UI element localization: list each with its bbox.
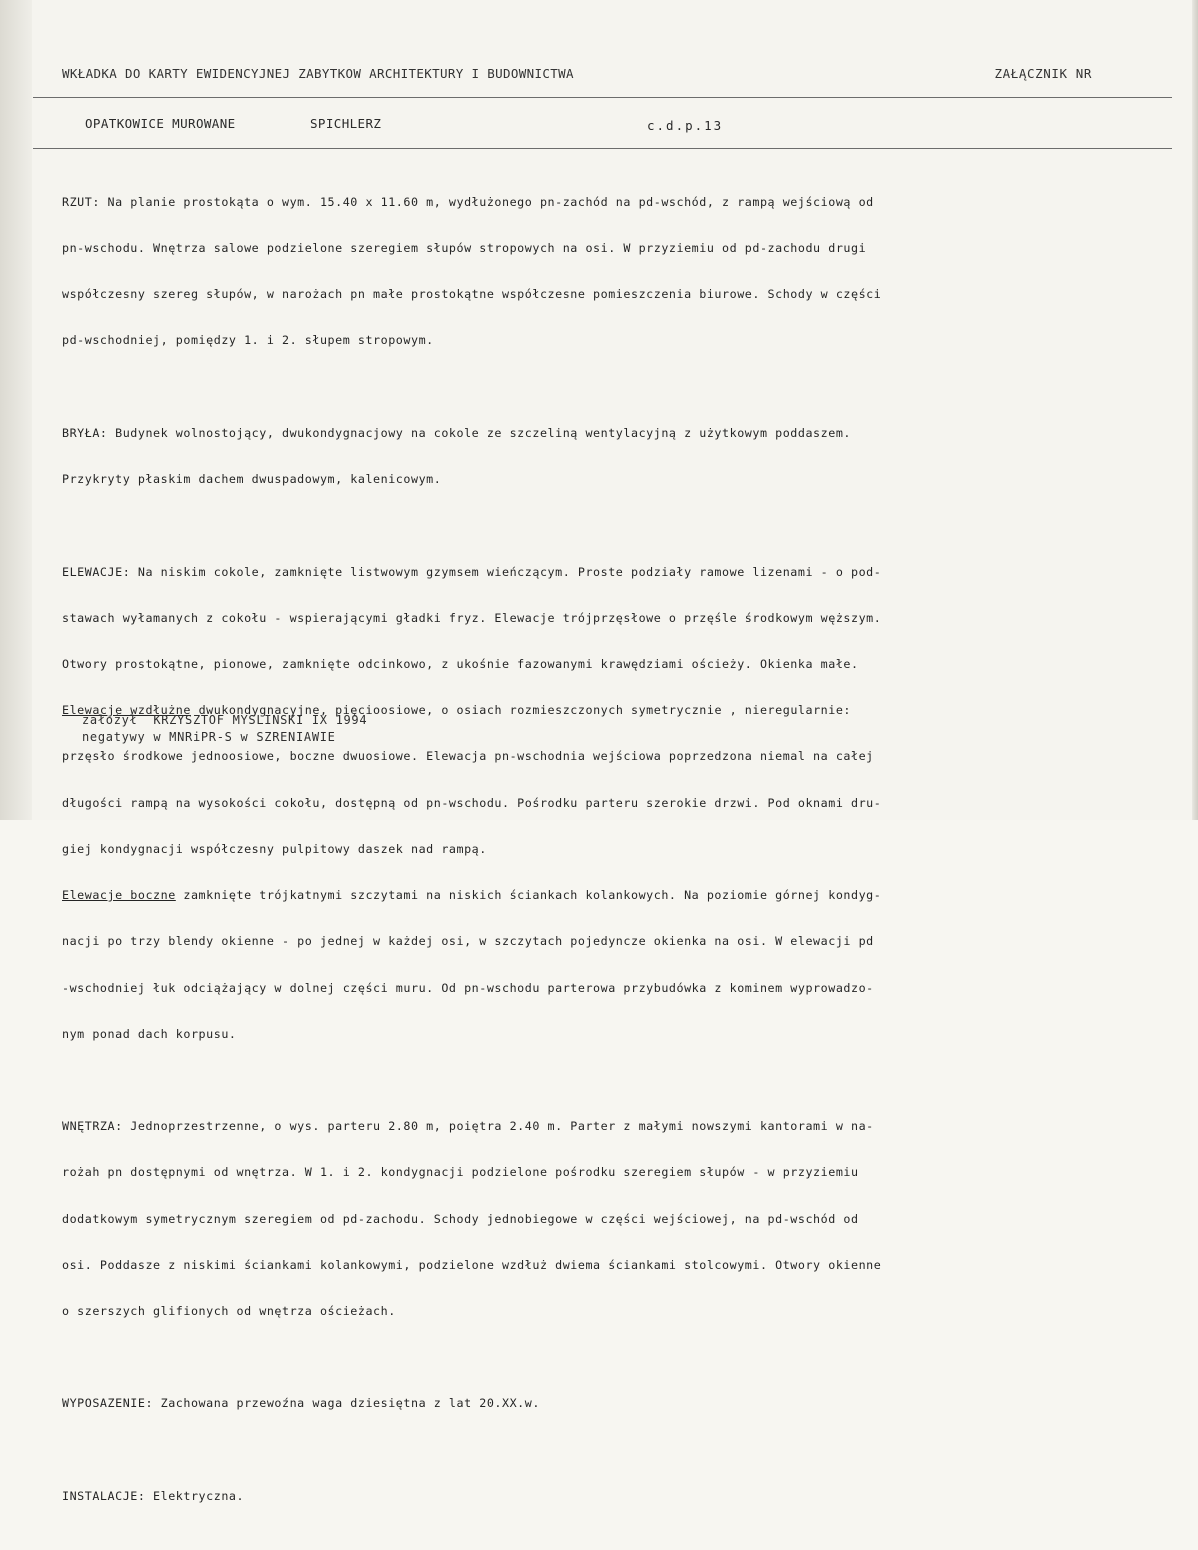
text-line: przęsło środkowe jednoosiowe, boczne dwuosiowe. Elewacja pn-wschodnia wejściowa poprzedzona niemal na całej xyxy=(62,749,874,764)
author-line: założył KRZYSZTOF MYSLINSKI IX 1994 xyxy=(82,713,368,727)
annex-label: ZAŁĄCZNIK NR xyxy=(994,66,1092,81)
page-right-edge xyxy=(1192,0,1198,820)
text-line: o szerszych glifionych od wnętrza ościeżach. xyxy=(62,1304,396,1319)
header-divider xyxy=(33,97,1172,98)
elewacje-wzdluzne-heading: Elewacje wzdłużne xyxy=(62,703,191,718)
text-line: pn-wschodu. Wnętrza salowe podzielone szeregiem słupów stropowych na osi. W przyziemiu od pd-zachodu drugi xyxy=(62,241,867,256)
text-line: RZUT: Na planie prostokąta o wym. 15.40 x 11.60 m, wydłużonego pn-zachód na pd-wschód, z rampą wejściową od xyxy=(62,194,874,209)
section-elewacje xyxy=(62,534,1132,1073)
subheader-divider xyxy=(33,148,1172,149)
elewacje-boczne-heading: Elewacje boczne xyxy=(62,888,176,903)
section-instalacje xyxy=(62,1458,1132,1535)
text-line: osi. Poddasze z niskimi ściankami kolankowymi, podzielone wzdłuż dwiema ściankami stolcowymi. Otwory okienne xyxy=(62,1257,882,1272)
text-line: giej kondygnacji współczesny pulpitowy daszek nad rampą. xyxy=(62,841,487,856)
text-line: Przykryty płaskim dachem dwuspadowym, kalenicowym. xyxy=(62,472,442,487)
text-line: -wschodniej łuk odciążający w dolnej części muru. Od pn-wschodu parterowa przybudówka z kominem wyprowadzo- xyxy=(62,980,874,995)
text-line: rożah pn dostępnymi od wnętrza. W 1. i 2. kondygnacji podzielone pośrodku szeregiem słupów - w przyziemiu xyxy=(62,1165,859,1180)
text-line: WYPOSAZENIE: Zachowana przewoźna waga dziesiętna z lat 20.XX.w. xyxy=(62,1396,540,1411)
text-line: dodatkowym symetrycznym szeregiem od pd-zachodu. Schody jednobiegowe w części wejściowej, na pd-wschód od xyxy=(62,1211,859,1226)
place-name: OPATKOWICE MUROWANE xyxy=(85,116,236,131)
text-line: nacji po trzy blendy okienne - po jednej w każdej osi, w szczytach pojedyncze okienka na osi. W elewacji pd xyxy=(62,934,874,949)
section-rzut xyxy=(62,164,1132,380)
page-left-edge xyxy=(0,0,32,820)
text-line: stawach wyłamanych z cokołu - wspierającymi gładki fryz. Elewacje trójprzęsłowe o przęśle środkowym węższym. xyxy=(62,610,882,625)
author-footer xyxy=(82,712,367,746)
text-line: INSTALACJE: Elektryczna. xyxy=(62,1488,245,1503)
section-wnetrza xyxy=(62,1088,1132,1350)
description-body xyxy=(62,164,1132,1550)
text-line: WNĘTRZA: Jednoprzestrzenne, o wys. parteru 2.80 m, poiętra 2.40 m. Parter z małymi nowszymi kantorami w na- xyxy=(62,1119,874,1134)
text-line: współczesny szereg słupów, w narożach pn małe prostokątne współczesne pomieszczenia biurowe. Schody w części xyxy=(62,287,882,302)
text-line: BRYŁA: Budynek wolnostojący, dwukondygnacjowy na cokole ze szczeliną wentylacyjną z użytkowym poddaszem. xyxy=(62,425,851,440)
object-name: SPICHLERZ xyxy=(310,116,382,131)
form-title: WKŁADKA DO KARTY EWIDENCYJNEJ ZABYTKOW ARCHITEKTURY I BUDOWNICTWA xyxy=(62,66,574,81)
continuation-code: c.d.p.13 xyxy=(647,118,724,133)
text-line: pd-wschodniej, pomiędzy 1. i 2. słupem stropowym. xyxy=(62,333,434,348)
text-line: Otwory prostokątne, pionowe, zamknięte odcinkowo, z ukośnie fazowanymi krawędziami ościeży. Okienka małe. xyxy=(62,656,859,671)
negatives-line: negatywy w MNRiPR-S w SZRENIAWIE xyxy=(82,730,336,744)
text-line xyxy=(62,888,1132,903)
text-line: nym ponad dach korpusu. xyxy=(62,1026,237,1041)
text-fragment: zamknięte trójkatnymi szczytami na niskich ściankach kolankowych. Na poziomie górnej kondyg- xyxy=(175,888,882,903)
section-bryla xyxy=(62,395,1132,518)
section-wyposazenie xyxy=(62,1366,1132,1443)
text-line: ELEWACJE: Na niskim cokole, zamknięte listwowym gzymsem wieńczącym. Proste podziały ramowe lizenami - o pod- xyxy=(62,564,882,579)
text-fragment: dwukondygnacyjne, pięcioosiowe, o osiach rozmieszczonych symetrycznie , nieregularnie: xyxy=(190,703,852,718)
text-line: długości rampą na wysokości cokołu, dostępną od pn-wschodu. Pośrodku parteru szerokie drzwi. Pod oknami dru- xyxy=(62,795,882,810)
